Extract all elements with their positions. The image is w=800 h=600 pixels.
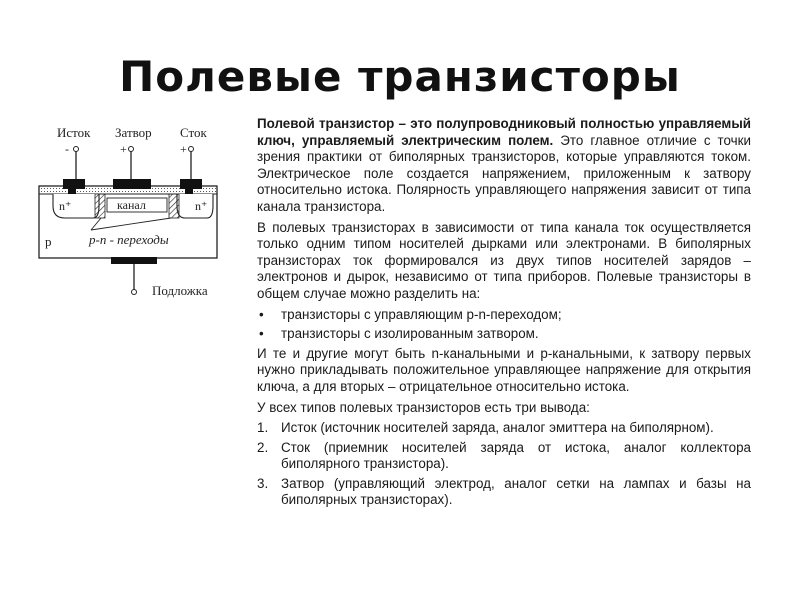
- source-label: Исток: [57, 125, 91, 140]
- gate-label: Затвор: [115, 125, 152, 140]
- bullet-icon: •: [259, 326, 264, 342]
- drain-sign: +: [180, 142, 187, 156]
- list-item: 1. Исток (источник носителей заряда, аналог эмиттера на биполярном).: [257, 420, 714, 436]
- gate-sign: +: [120, 142, 127, 156]
- pn-junctions-label: p-n - переходы: [89, 232, 169, 247]
- source-terminal-icon: [74, 147, 79, 152]
- substrate-label: Подложка: [152, 283, 208, 298]
- p-type-label: p: [45, 234, 52, 249]
- pn-junction-right: [169, 194, 179, 218]
- substrate-terminal-icon: [132, 290, 137, 295]
- terminals-intro: У всех типов полевых транзисторов есть три вывода:: [257, 399, 590, 415]
- slide-title: Полевые транзисторы: [119, 52, 681, 101]
- intro-paragraph: [257, 116, 751, 216]
- gate-contact: [113, 179, 151, 189]
- terminals-list: [257, 420, 751, 509]
- channel-types-paragraph: И те и другие могут быть n-канальными и p-канальными, к затвору первых нужно прикладывать положительное управляющее напряжение для открытия ключа, а для вторых – отрицательное относительно истока.: [257, 345, 751, 394]
- definition-rest: Это главное отличие с точки зрения практики от биполярных транзисторов, которые управляются током. Электрическое поле создается напряжением, приложенным к затвору относительно истока. Полярность управляющего напряжения зависит от типа канала транзистора.: [257, 132, 751, 214]
- substrate-contact: [111, 257, 157, 264]
- definition-bold: Полевой транзистор – это полупроводниковый полностью управляемый ключ, управляемый электрическим полем.: [257, 116, 751, 148]
- slide-body-text: [257, 116, 751, 512]
- bullet-icon: •: [259, 306, 264, 322]
- gate-terminal-icon: [129, 147, 134, 152]
- channel-label: канал: [117, 198, 146, 212]
- fet-structure-diagram: [35, 122, 250, 307]
- list-item: 3. Затвор (управляющий электрод, аналог сетки на лампах и базы на биполярных транзисторах).: [257, 475, 751, 508]
- drain-terminal-icon: [189, 147, 194, 152]
- source-sign: -: [65, 142, 69, 156]
- n-plus-left-label: n⁺: [59, 199, 72, 213]
- list-item: • транзисторы с управляющим p-n-переходом;: [259, 306, 562, 322]
- pn-junction-left: [95, 194, 105, 218]
- fet-types-list: [257, 307, 751, 343]
- n-plus-right-label: n⁺: [195, 199, 208, 213]
- carriers-paragraph: В полевых транзисторах в зависимости от типа канала ток осуществляется только одним типом носителей дырками или электронами. В биполярных транзисторах ток формировался из двух типов носителей зарядов – электронов и дырок, независимо от типа приборов. Полевые транзисторы в общем случае можно разделить на:: [257, 219, 751, 301]
- list-item: • транзисторы с изолированным затвором.: [259, 326, 539, 342]
- list-item: 2. Сток (приемник носителей заряда от истока, аналог коллектора биполярного транзистора).: [257, 439, 751, 472]
- drain-label: Сток: [180, 125, 207, 140]
